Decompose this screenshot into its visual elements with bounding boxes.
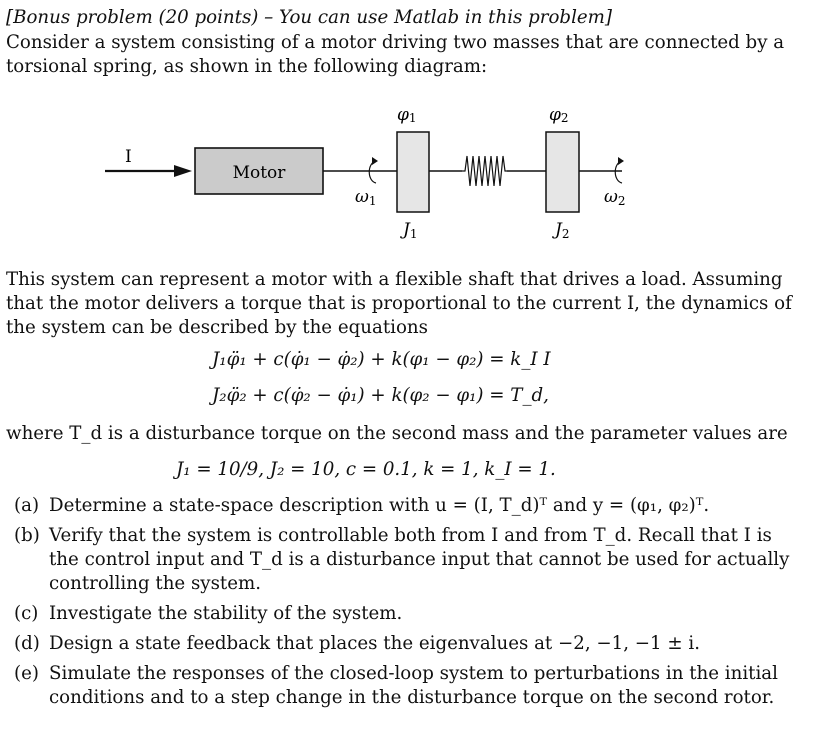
phi2-label: φ2: [549, 105, 569, 125]
item-c-label: (c): [14, 603, 39, 624]
omega1-label: ω1: [355, 187, 377, 208]
body-line-1: This system can represent a motor with a flexible shaft that drives a load. Assuming: [6, 269, 783, 290]
j2-label: J2: [555, 220, 570, 241]
equation-2: J₂φ̈₂ + c(φ̇₂ − φ̇₁) + k(φ₂ − φ₁) = T_d,: [212, 385, 549, 406]
where-line: where T_d is a disturbance torque on the second mass and the parameter values are: [6, 423, 788, 444]
intro-line-1: Consider a system consisting of a motor driving two masses that are connected by a: [6, 32, 785, 53]
input-label: I: [125, 147, 132, 167]
item-e-line-1: Simulate the responses of the closed-loop system to perturbations in the initial: [49, 663, 778, 684]
input-arrow-head: [174, 165, 192, 177]
item-a-line-1: Determine a state-space description with u = (I, T_d)ᵀ and y = (φ₁, φ₂)ᵀ.: [49, 495, 710, 516]
torsional-spring: [462, 156, 507, 186]
omega1-arrow-head: [372, 157, 378, 165]
item-b-line-2: the control input and T_d is a disturbance input that cannot be used for actually: [49, 549, 790, 570]
body-line-2: that the motor delivers a torque that is proportional to the current I, the dynamics of: [6, 293, 792, 314]
j1-label: J1: [403, 220, 418, 241]
item-b-text: [49, 524, 809, 596]
item-e-line-2: conditions and to a step change in the disturbance torque on the second rotor.: [49, 687, 775, 708]
item-d-text: [49, 632, 809, 656]
item-d-line-1: Design a state feedback that places the eigenvalues at −2, −1, −1 ± i.: [49, 633, 700, 654]
omega2-arrow-head: [618, 157, 624, 165]
item-b-line-3: controlling the system.: [49, 573, 261, 594]
equation-1: J₁φ̈₁ + c(φ̇₁ − φ̇₂) + k(φ₁ − φ₂) = k_I I: [212, 349, 551, 370]
item-d-label: (d): [14, 633, 40, 654]
item-c-text: [49, 602, 809, 626]
item-c-line-1: Investigate the stability of the system.: [49, 603, 403, 624]
item-a-text: [49, 494, 809, 518]
item-e-text: [49, 662, 809, 710]
item-b-line-1: Verify that the system is controllable both from I and from T_d. Recall that I is: [49, 525, 772, 546]
item-e-label: (e): [14, 663, 39, 684]
item-a-label: (a): [14, 495, 40, 516]
body-line-3: the system can be described by the equations: [6, 317, 428, 338]
omega2-label: ω2: [604, 187, 626, 208]
parameter-values: J₁ = 10/9, J₂ = 10, c = 0.1, k = 1, k_I = 1.: [176, 459, 556, 480]
mass-2: [546, 132, 579, 212]
intro-line-2: torsional spring, as shown in the following diagram:: [6, 56, 488, 77]
item-b-label: (b): [14, 525, 40, 546]
problem-title: [Bonus problem (20 points) – You can use Matlab in this problem]: [6, 7, 612, 28]
phi1-label: φ1: [397, 105, 417, 125]
motor-label: Motor: [232, 163, 286, 183]
mass-1: [397, 132, 429, 212]
